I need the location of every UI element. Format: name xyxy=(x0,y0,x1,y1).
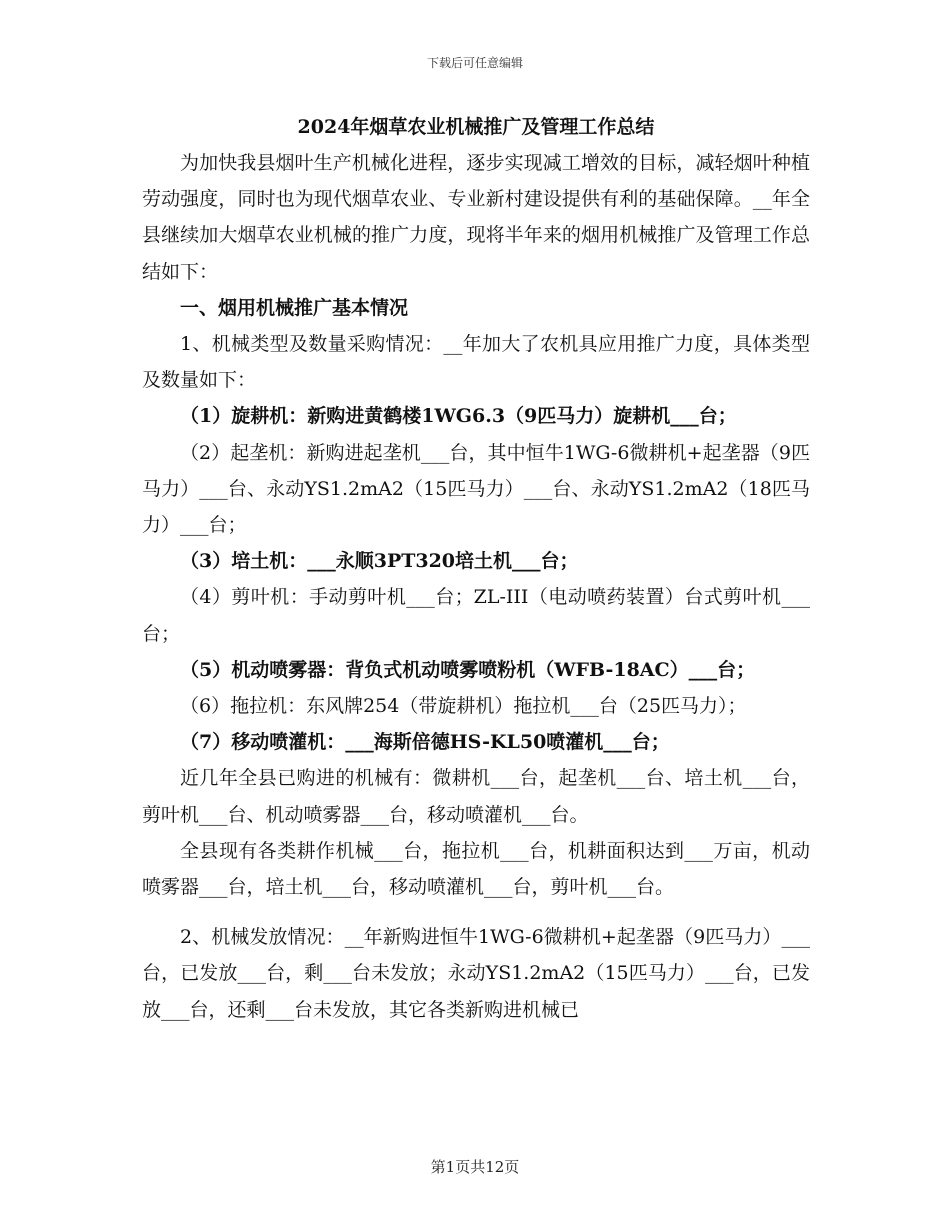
list-item-sprinkler: （7）移动喷灌机：___海斯倍德HS-KL50喷灌机___台； xyxy=(180,731,670,754)
intro-paragraph: 为加快我县烟叶生产机械化进程，逐步实现减工增效的目标，减轻烟叶种植劳动强度，同时也为现代烟草农业、专业新村建设提供有利的基础保障。__年全县继续加大烟草农业机械的推广力度，现将半年来的烟用机械推广及管理工作总结如下： xyxy=(142,152,810,283)
section-heading: 一、烟用机械推广基本情况 xyxy=(180,296,409,319)
list-item-ridger: （2）起垄机：新购进起垄机___台，其中恒牛1WG-6微耕机+起垄器（9匹马力）___台、永动YS1.2mA2（15匹马力）___台、永动YS1.2mA2（18匹马力）___台； xyxy=(142,441,810,537)
list-item-earthing-machine: （3）培土机：___永顺3PT320培土机___台； xyxy=(180,550,579,573)
list-item-tractor: （6）拖拉机：东风牌254（带旋耕机）拖拉机___台（25匹马力）； xyxy=(180,695,747,718)
purchased-summary-paragraph: 近几年全县已购进的机械有：微耕机___台，起垄机___台、培土机___台，剪叶机___台、机动喷雾器___台，移动喷灌机___台。 xyxy=(142,767,810,826)
document-title: 2024年烟草农业机械推广及管理工作总结 xyxy=(297,116,655,138)
document-body xyxy=(142,112,810,1028)
list-item-rotary-tiller: （1）旋耕机：新购进黄鹤楼1WG6.3（9匹马力）旋耕机___台； xyxy=(180,405,737,428)
list-item-leaf-cutter: （4）剪叶机：手动剪叶机___台；ZL-III（电动喷药装置）台式剪叶机___台； xyxy=(142,586,810,645)
page-footer: 第1页共12页 xyxy=(430,1158,520,1176)
subsection-paragraph: 1、机械类型及数量采购情况：__年加大了农机具应用推广力度，具体类型及数量如下： xyxy=(142,333,810,392)
list-item-sprayer: （5）机动喷雾器：背负式机动喷雾喷粉机（WFB-18AC）___台； xyxy=(180,658,756,681)
distribution-paragraph: 2、机械发放情况：__年新购进恒牛1WG-6微耕机+起垄器（9匹马力）___台，已发放___台，剩___台未发放；永动YS1.2mA2（15匹马力）___台，已发放___台，还剩___台未发放，其它各类新购进机械已 xyxy=(142,926,810,1021)
existing-summary-paragraph: 全县现有各类耕作机械___台，拖拉机___台，机耕面积达到___万亩，机动喷雾器___台，培土机___台，移动喷灌机___台，剪叶机___台。 xyxy=(142,839,810,899)
page-header: 下载后可任意编辑 xyxy=(426,56,523,70)
